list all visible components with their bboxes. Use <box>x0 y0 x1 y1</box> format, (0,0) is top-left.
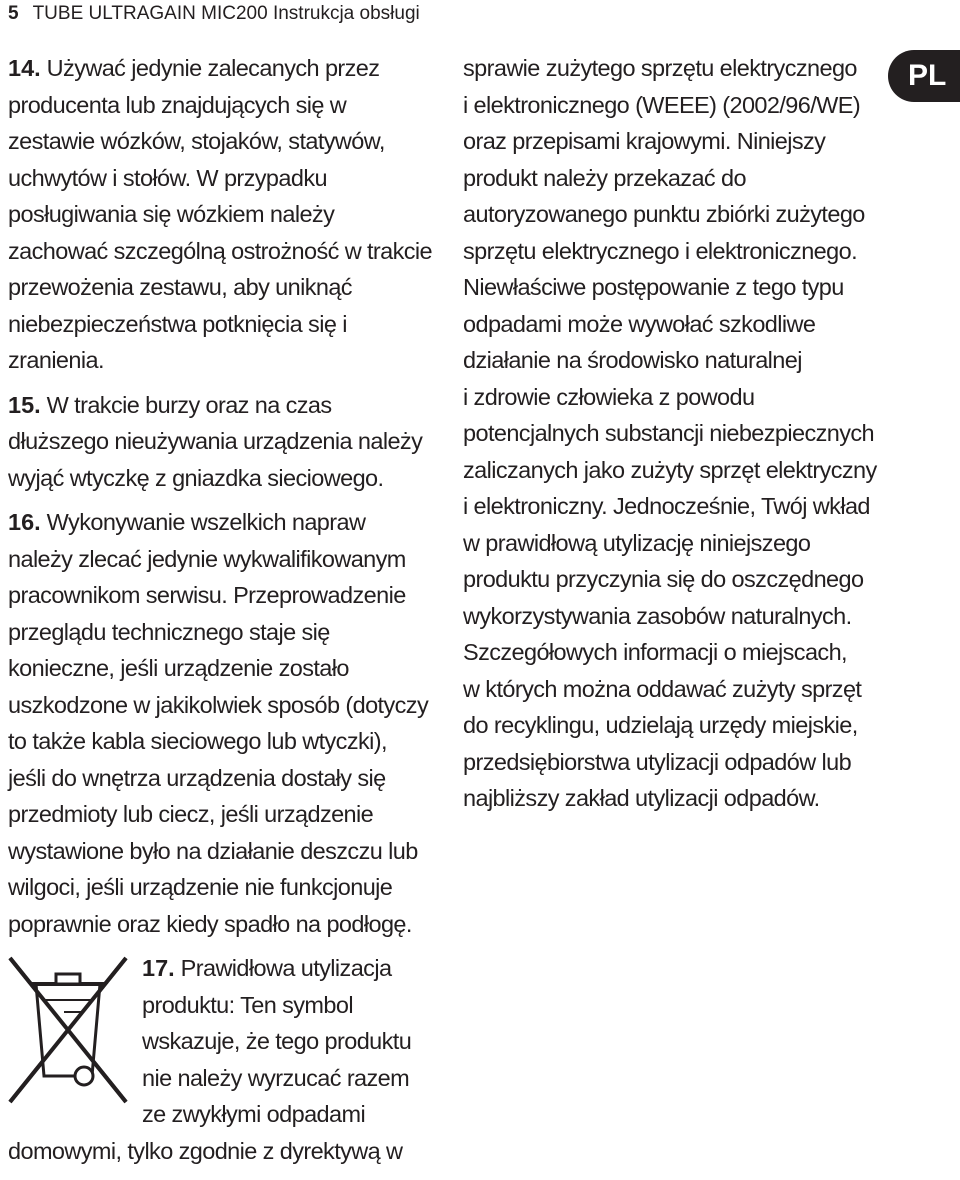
text-line: konieczne, jeśli urządzenie zostało <box>8 655 349 681</box>
text-line: wilgoci, jeśli urządzenie nie funkcjonuje <box>8 874 393 900</box>
text-line: zestawie wózków, stojaków, statywów, <box>8 128 385 154</box>
text-line: i elektronicznego (WEEE) (2002/96/WE) <box>463 91 861 118</box>
text-line: to także kabla sieciowego lub wtyczki), <box>8 728 387 754</box>
instruction-item-16 <box>8 504 428 942</box>
text-line: wystawione było na działanie deszczu lub <box>8 837 418 864</box>
text-line: Niewłaściwe postępowanie z tego typu <box>463 274 844 300</box>
item-number: 15. <box>8 391 41 418</box>
text-line: i zdrowie człowieka z powodu <box>463 383 755 410</box>
instruction-item-14 <box>8 50 433 379</box>
text-line: poprawnie oraz kiedy spadło na podłogę. <box>8 910 412 937</box>
item-number: 17. <box>142 955 175 981</box>
text-line: niebezpieczeństwa potknięcia się i <box>8 310 347 337</box>
text-line: w prawidłową utylizację niniejszego <box>463 529 811 556</box>
text-line: 14. Używać jedynie zalecanych przez <box>8 55 380 81</box>
text-line: zaliczanych jako zużyty sprzęt elektryczny <box>463 456 877 483</box>
text-line: przedsiębiorstwa utylizacji odpadów lub <box>463 748 852 775</box>
page-header <box>8 2 420 26</box>
text-line: zranienia. <box>8 347 104 373</box>
text-line: domowymi, tylko zgodnie z dyrektywą w <box>8 1137 403 1164</box>
item-number: 16. <box>8 509 41 535</box>
document-title: TUBE ULTRAGAIN MIC200 Instrukcja obsługi <box>32 3 420 24</box>
text-line: pracownikom serwisu. Przeprowadzenie <box>8 582 406 608</box>
text-line: wyjąć wtyczkę z gniazdka sieciowego. <box>8 464 384 491</box>
text-line: 15. W trakcie burzy oraz na czas <box>8 391 332 418</box>
text-line: i elektroniczny. Jednocześnie, Twój wkład <box>463 493 870 519</box>
text-line: odpadami może wywołać szkodliwe <box>463 310 816 337</box>
text-line: dłuższego nieużywania urządzenia należy <box>8 428 423 454</box>
text-line: sprawie zużytego sprzętu elektrycznego <box>463 55 857 81</box>
text-line: 16. Wykonywanie wszelkich napraw <box>8 509 366 535</box>
language-badge: PL <box>888 50 960 102</box>
text-line: działanie na środowisko naturalnej <box>463 347 802 373</box>
text-line: oraz przepisami krajowymi. Niniejszy <box>463 128 826 154</box>
text-line: autoryzowanego punktu zbiórki zużytego <box>463 201 865 227</box>
right-column <box>463 50 878 825</box>
text-line: do recyklingu, udzielają urzędy miejskie, <box>463 712 858 738</box>
text-line: produkt należy przekazać do <box>463 164 746 191</box>
text-line: uszkodzone w jakikolwiek sposób (dotyczy <box>8 691 429 718</box>
instruction-item-15 <box>8 387 428 497</box>
text-line: potencjalnych substancji niebezpiecznych <box>463 420 875 446</box>
instruction-item-17 <box>8 950 428 1169</box>
text-line: 17. Prawidłowa utylizacja <box>142 955 392 981</box>
text-line: nie należy wyrzucać razem <box>142 1064 410 1091</box>
text-line: wskazuje, że tego produktu <box>142 1028 412 1054</box>
text-line: uchwytów i stołów. W przypadku <box>8 164 327 191</box>
text-line: producenta lub znajdujących się w <box>8 91 347 118</box>
text-line: w których można oddawać zużyty sprzęt <box>463 675 862 702</box>
text-line: przedmioty lub ciecz, jeśli urządzenie <box>8 801 374 827</box>
text-line: wykorzystywania zasobów naturalnych. <box>463 602 852 629</box>
text-line: najbliższy zakład utylizacji odpadów. <box>463 785 820 811</box>
crossed-out-wheeled-bin-icon <box>8 956 128 1104</box>
text-line: Szczegółowych informacji o miejscach, <box>463 639 847 665</box>
item-number: 14. <box>8 55 41 81</box>
text-line: posługiwania się wózkiem należy <box>8 201 335 227</box>
instruction-item-17-continued <box>463 50 878 817</box>
text-line: ze zwykłymi odpadami <box>142 1101 366 1127</box>
text-line: należy zlecać jedynie wykwalifikowanym <box>8 545 406 572</box>
text-line: przewożenia zestawu, aby uniknąć <box>8 274 352 300</box>
left-column <box>8 50 433 1177</box>
text-line: przeglądu technicznego staje się <box>8 618 330 645</box>
text-line: produktu przyczynia się do oszczędnego <box>463 566 864 592</box>
text-line: sprzętu elektrycznego i elektronicznego. <box>463 237 857 264</box>
text-line: jeśli do wnętrza urządzenia dostały się <box>8 764 386 791</box>
text-line: produktu: Ten symbol <box>142 991 353 1018</box>
text-line: zachować szczególną ostrożność w trakcie <box>8 237 433 264</box>
page-number: 5 <box>8 3 19 24</box>
